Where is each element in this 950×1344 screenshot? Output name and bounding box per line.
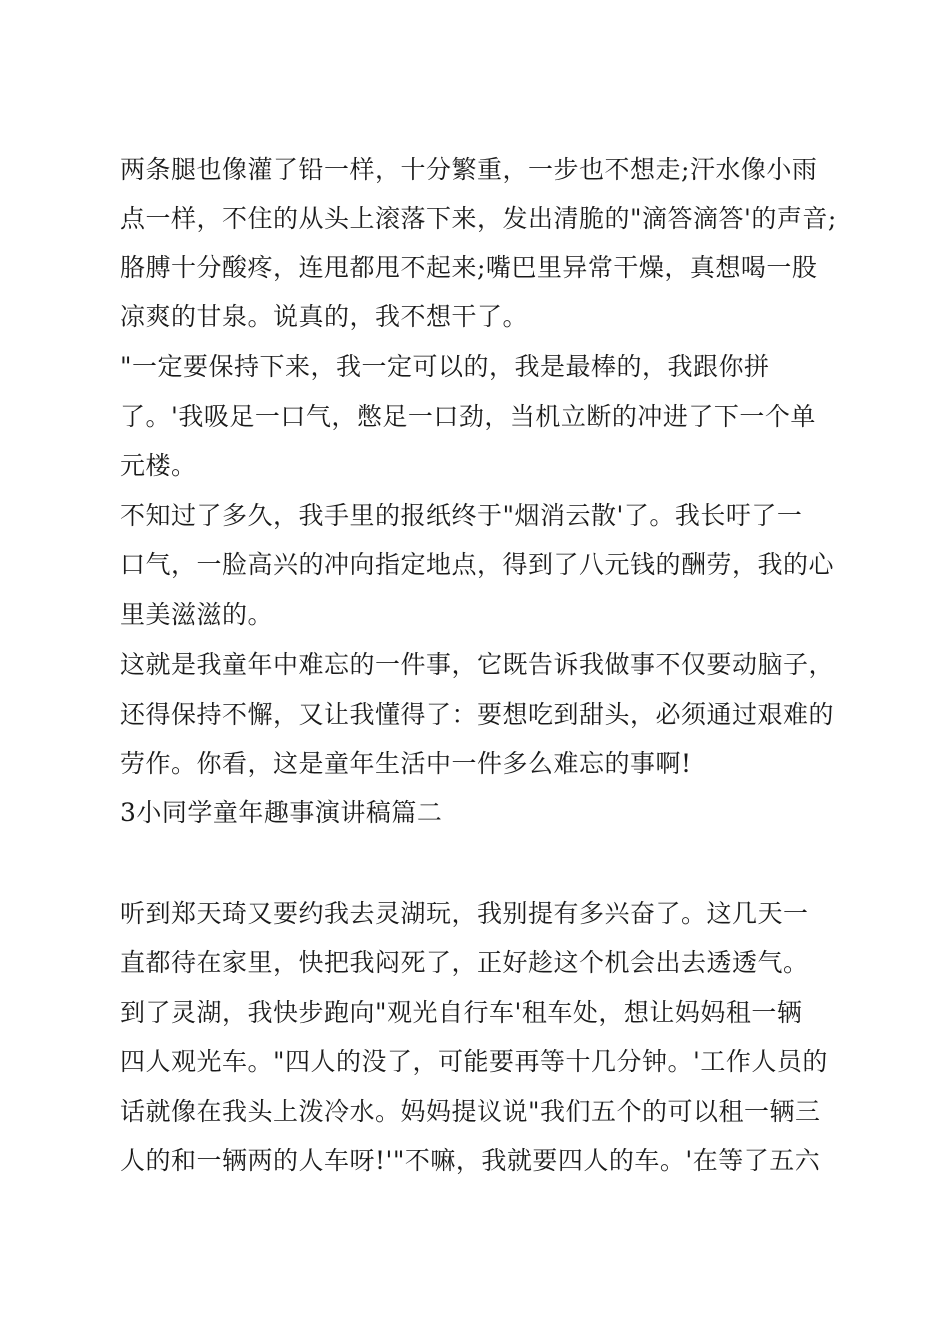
text-line: 话就像在我头上泼冷水。妈妈提议说"我们五个的可以租一辆三 [120, 1097, 821, 1126]
text-line: 还得保持不懈，又让我懂得了：要想吃到甜头，必须通过艰难的 [120, 700, 835, 729]
text-line: 两条腿也像灌了铅一样，十分繁重，一步也不想走;汗水像小雨 [120, 155, 818, 184]
text-line: 这就是我童年中难忘的一件事，它既告诉我做事不仅要动脑子， [120, 650, 835, 679]
text-line: 胳膊十分酸疼，连甩都甩不起来;嘴巴里异常干燥，真想喝一股 [120, 253, 818, 282]
text-line: 口气，一脸高兴的冲向指定地点，得到了八元钱的酬劳，我的心 [120, 550, 835, 579]
text-line: "一定要保持下来，我一定可以的，我是最棒的，我跟你拼 [120, 352, 770, 381]
text-line: 四人观光车。"四人的没了，可能要再等十几分钟。'工作人员的 [120, 1047, 828, 1076]
text-line: 凉爽的甘泉。说真的，我不想干了。 [120, 302, 529, 331]
text-line: 人的和一辆两的人车呀!'"不嘛，我就要四人的车。'在等了五六 [120, 1146, 821, 1175]
text-line: 不知过了多久，我手里的报纸终于"烟消云散'了。我长吁了一 [120, 501, 803, 530]
text-line: 听到郑天琦又要约我去灵湖玩，我别提有多兴奋了。这几天一 [120, 899, 809, 928]
text-line: 到了灵湖，我快步跑向"观光自行车'租车处，想让妈妈租一辆 [120, 998, 803, 1027]
text-line: 直都待在家里，快把我闷死了，正好趁这个机会出去透透气。 [120, 948, 809, 977]
text-line: 劳作。你看，这是童年生活中一件多么难忘的事啊! [120, 749, 692, 778]
text-line: 里美滋滋的。 [120, 600, 274, 629]
text-line: 点一样，不住的从头上滚落下来，发出清脆的"滴答滴答'的声音; [120, 204, 837, 233]
section-heading: 3小同学童年趣事演讲稿篇二 [120, 798, 443, 827]
text-line: 元楼。 [120, 451, 197, 480]
text-line: 了。'我吸足一口气，憋足一口劲，当机立断的冲进了下一个单 [120, 402, 816, 431]
